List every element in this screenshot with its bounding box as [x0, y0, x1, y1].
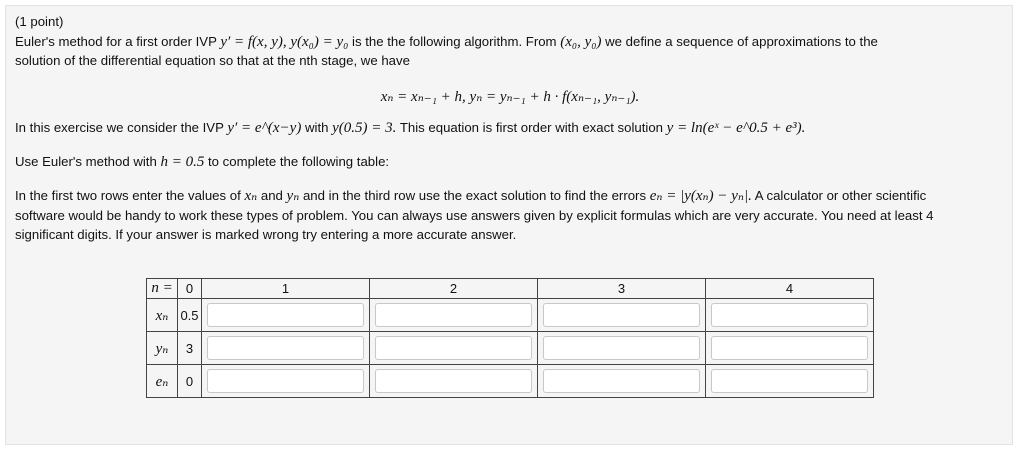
table-row-e	[147, 365, 874, 398]
row-label-e: eₙ	[147, 365, 178, 398]
rows-text-4: A calculator or other scientific	[754, 188, 927, 203]
exercise-text-3: This equation is first order with exact solution	[399, 120, 663, 135]
y0-value: 3	[178, 332, 202, 365]
intro-line-2: solution of the differential equation so that at the nth stage, we have	[15, 53, 410, 68]
e2-input[interactable]	[375, 369, 532, 393]
use-euler-line	[15, 153, 389, 171]
y1-input[interactable]	[207, 336, 364, 360]
header-n-label: n =	[147, 279, 178, 299]
table-row-x	[147, 299, 874, 332]
header-col-0: 0	[178, 279, 202, 299]
header-col-4: 4	[706, 279, 874, 299]
x1-input[interactable]	[207, 303, 364, 327]
x4-input[interactable]	[711, 303, 868, 327]
e0-value: 0	[178, 365, 202, 398]
exercise-text-2: with	[305, 120, 329, 135]
y4-input[interactable]	[711, 336, 868, 360]
points-label: (1 point)	[15, 14, 64, 29]
x2-input[interactable]	[375, 303, 532, 327]
intro-text-3: we define a sequence of approximations to the	[605, 34, 878, 49]
problem-panel	[5, 5, 1013, 445]
rows-text-1: In the first two rows enter the values of	[15, 188, 241, 203]
y3-input[interactable]	[543, 336, 700, 360]
rows-text-3: and in the third row use the exact solution to find the errors	[302, 188, 647, 203]
use-text-1: Use Euler's method with	[15, 154, 157, 169]
rows-line-3: significant digits. If your answer is marked wrong try entering a more accurate answer.	[15, 227, 517, 242]
header-col-3: 3	[538, 279, 706, 299]
intro-initial-pair: (x₀, y₀)	[560, 34, 602, 50]
rows-line-2: software would be handy to work these types of problem. You can always use answers given by explicit formulas which are very accurate. You need at least 4	[15, 208, 934, 223]
use-text-2: to complete the following table:	[208, 154, 390, 169]
step-size: h = 0.5	[160, 154, 205, 170]
exercise-line	[15, 119, 805, 137]
e4-input[interactable]	[711, 369, 868, 393]
row-label-x: xₙ	[147, 299, 178, 332]
rows-x-symbol: xₙ	[244, 188, 258, 204]
exercise-initial-condition: y(0.5) = 3.	[332, 120, 397, 136]
e3-input[interactable]	[543, 369, 700, 393]
y2-input[interactable]	[375, 336, 532, 360]
header-col-1: 1	[202, 279, 370, 299]
table-header-row	[147, 279, 874, 299]
euler-formula: xₙ = xₙ₋₁ + h, yₙ = yₙ₋₁ + h · f(xₙ₋₁, yₙ₋₁).	[380, 89, 640, 105]
x3-input[interactable]	[543, 303, 700, 327]
rows-line-1	[15, 187, 926, 205]
intro-ivp-equation: y′ = f(x, y), y(x₀) = y₀	[220, 34, 349, 50]
exercise-ode: y′ = e^(x−y)	[227, 120, 302, 136]
header-col-2: 2	[370, 279, 538, 299]
intro-text-2: is the the following algorithm. From	[352, 34, 557, 49]
rows-y-symbol: yₙ	[286, 188, 300, 204]
table-row-y	[147, 332, 874, 365]
e1-input[interactable]	[207, 369, 364, 393]
exercise-exact-solution: y = ln(eˣ − e^0.5 + e³).	[666, 120, 806, 136]
intro-line-1	[15, 33, 878, 51]
exercise-text-1: In this exercise we consider the IVP	[15, 120, 224, 135]
error-formula: eₙ = |y(xₙ) − yₙ|.	[649, 188, 752, 204]
intro-text-1: Euler's method for a first order IVP	[15, 34, 217, 49]
rows-text-2: and	[260, 188, 283, 203]
euler-table	[146, 278, 874, 398]
x0-value: 0.5	[178, 299, 202, 332]
row-label-y: yₙ	[147, 332, 178, 365]
